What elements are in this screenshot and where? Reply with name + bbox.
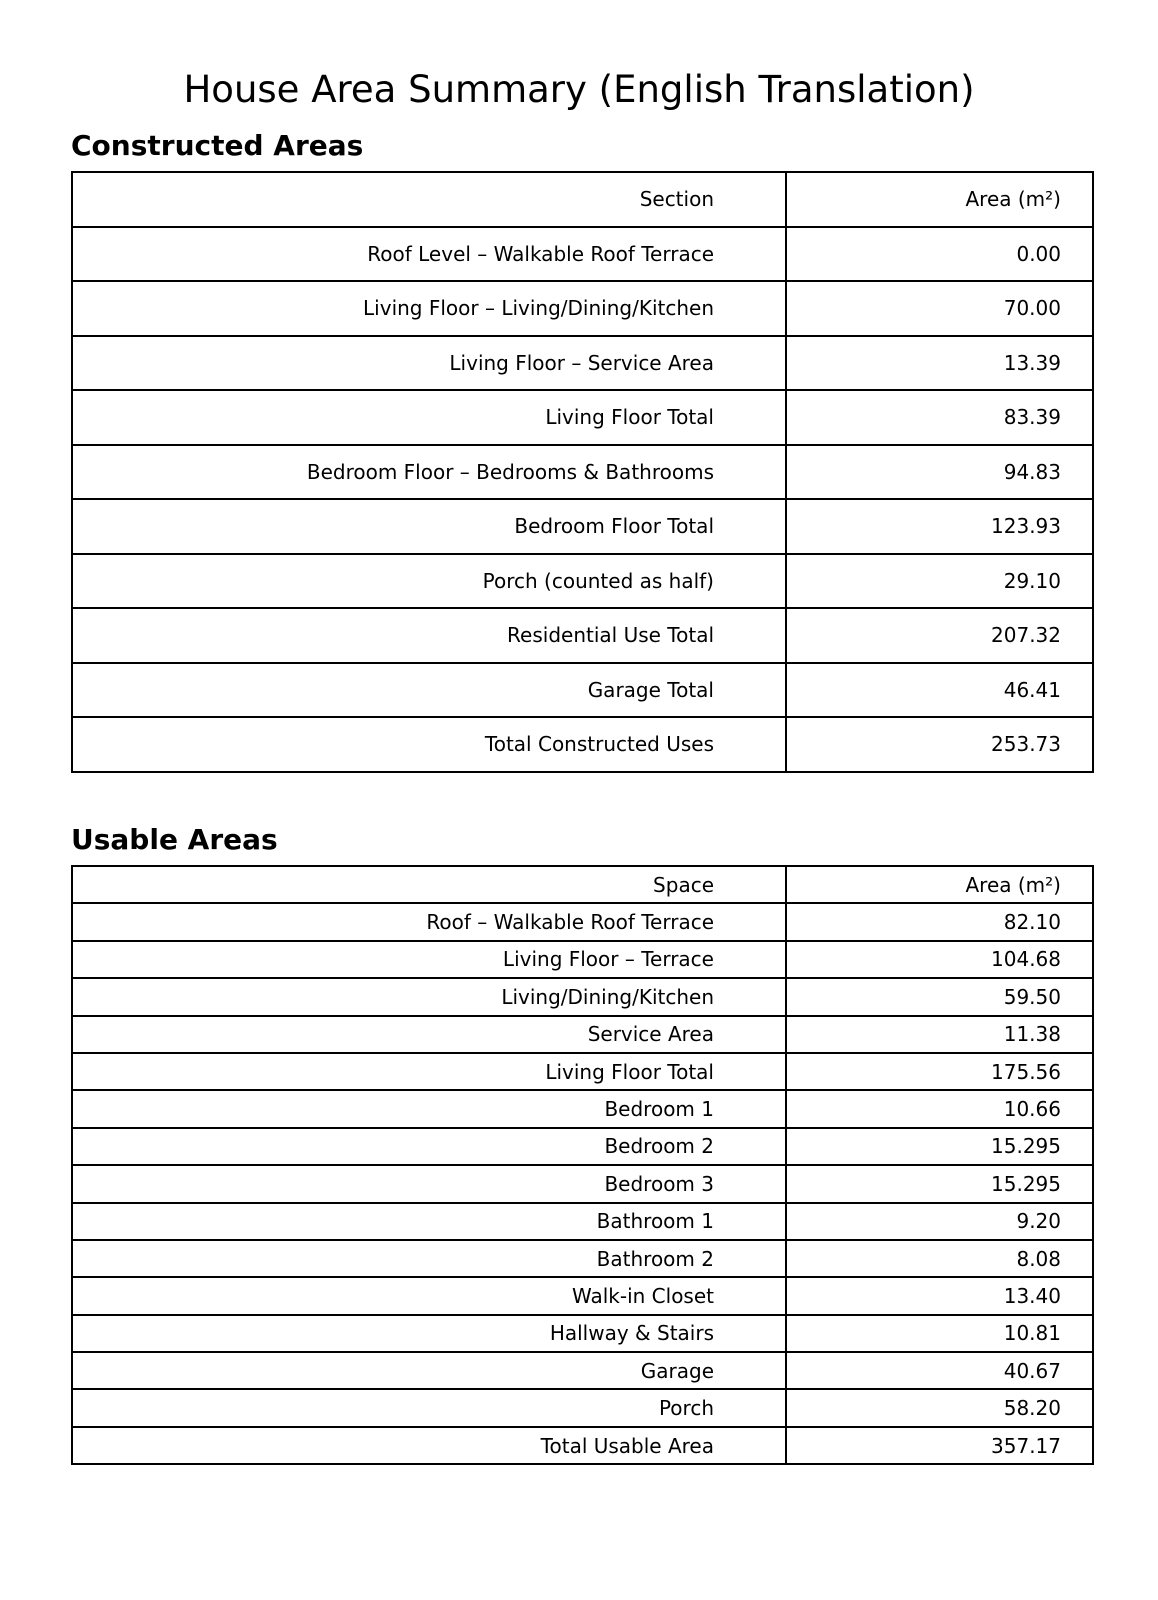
- table-row: [72, 1240, 1093, 1277]
- table-row: [72, 227, 1093, 282]
- table-row: [72, 1315, 1093, 1352]
- row-label: Bathroom 2: [72, 1240, 786, 1277]
- row-label: Garage: [72, 1352, 786, 1389]
- usable-areas-table: [71, 865, 1094, 1465]
- table-row: [72, 1203, 1093, 1240]
- table-row: [72, 608, 1093, 663]
- row-label: Bedroom Floor Total: [72, 499, 786, 554]
- row-label: Living Floor Total: [72, 390, 786, 445]
- row-label: Bedroom 3: [72, 1165, 786, 1202]
- table-row: [72, 1053, 1093, 1090]
- row-label: Roof Level – Walkable Roof Terrace: [72, 227, 786, 282]
- table-row: [72, 1090, 1093, 1127]
- row-area-value: 83.39: [786, 390, 1093, 445]
- usable-areas-heading: Usable Areas: [71, 823, 278, 856]
- column-header-section: Section: [72, 172, 786, 227]
- row-area-value: 46.41: [786, 663, 1093, 718]
- constructed-table-body: [72, 227, 1093, 772]
- row-label: Porch: [72, 1389, 786, 1426]
- table-row: [72, 499, 1093, 554]
- table-row: [72, 281, 1093, 336]
- page-title: House Area Summary (English Translation): [183, 68, 975, 111]
- row-area-value: 253.73: [786, 717, 1093, 772]
- table-row: [72, 1389, 1093, 1426]
- table-row: [72, 1128, 1093, 1165]
- row-area-value: 70.00: [786, 281, 1093, 336]
- row-area-value: 82.10: [786, 903, 1093, 940]
- row-label: Total Constructed Uses: [72, 717, 786, 772]
- row-area-value: 13.40: [786, 1277, 1093, 1314]
- table-row: [72, 903, 1093, 940]
- row-area-value: 15.295: [786, 1165, 1093, 1202]
- row-area-value: 10.81: [786, 1315, 1093, 1352]
- row-label: Hallway & Stairs: [72, 1315, 786, 1352]
- constructed-areas-heading: Constructed Areas: [71, 129, 364, 162]
- row-area-value: 59.50: [786, 978, 1093, 1015]
- row-area-value: 123.93: [786, 499, 1093, 554]
- table-row: [72, 717, 1093, 772]
- row-label: Porch (counted as half): [72, 554, 786, 609]
- table-row: [72, 1427, 1093, 1464]
- row-area-value: 207.32: [786, 608, 1093, 663]
- row-area-value: 175.56: [786, 1053, 1093, 1090]
- table-row: [72, 663, 1093, 718]
- row-area-value: 11.38: [786, 1016, 1093, 1053]
- row-label: Bedroom Floor – Bedrooms & Bathrooms: [72, 445, 786, 500]
- usable-table-body: [72, 903, 1093, 1464]
- row-label: Bedroom 2: [72, 1128, 786, 1165]
- row-label: Residential Use Total: [72, 608, 786, 663]
- column-header-space: Space: [72, 866, 786, 903]
- table-row: [72, 1277, 1093, 1314]
- table-row: [72, 1352, 1093, 1389]
- row-label: Living Floor Total: [72, 1053, 786, 1090]
- row-area-value: 9.20: [786, 1203, 1093, 1240]
- row-label: Garage Total: [72, 663, 786, 718]
- table-row: [72, 390, 1093, 445]
- table-header-row: [72, 172, 1093, 227]
- row-label: Total Usable Area: [72, 1427, 786, 1464]
- row-area-value: 8.08: [786, 1240, 1093, 1277]
- table-row: [72, 1165, 1093, 1202]
- row-area-value: 58.20: [786, 1389, 1093, 1426]
- row-label: Walk-in Closet: [72, 1277, 786, 1314]
- row-area-value: 0.00: [786, 227, 1093, 282]
- table-row: [72, 1016, 1093, 1053]
- row-label: Roof – Walkable Roof Terrace: [72, 903, 786, 940]
- row-area-value: 94.83: [786, 445, 1093, 500]
- constructed-areas-table: [71, 171, 1094, 773]
- table-header-row: [72, 866, 1093, 903]
- row-area-value: 13.39: [786, 336, 1093, 391]
- row-area-value: 40.67: [786, 1352, 1093, 1389]
- row-label: Service Area: [72, 1016, 786, 1053]
- table-row: [72, 978, 1093, 1015]
- row-label: Bathroom 1: [72, 1203, 786, 1240]
- row-label: Bedroom 1: [72, 1090, 786, 1127]
- row-area-value: 15.295: [786, 1128, 1093, 1165]
- column-header-area: Area (m²): [786, 172, 1093, 227]
- column-header-area: Area (m²): [786, 866, 1093, 903]
- row-label: Living Floor – Service Area: [72, 336, 786, 391]
- row-area-value: 10.66: [786, 1090, 1093, 1127]
- row-label: Living Floor – Terrace: [72, 941, 786, 978]
- table-row: [72, 554, 1093, 609]
- row-area-value: 29.10: [786, 554, 1093, 609]
- row-area-value: 104.68: [786, 941, 1093, 978]
- row-label: Living Floor – Living/Dining/Kitchen: [72, 281, 786, 336]
- row-label: Living/Dining/Kitchen: [72, 978, 786, 1015]
- table-row: [72, 941, 1093, 978]
- row-area-value: 357.17: [786, 1427, 1093, 1464]
- table-row: [72, 336, 1093, 391]
- table-row: [72, 445, 1093, 500]
